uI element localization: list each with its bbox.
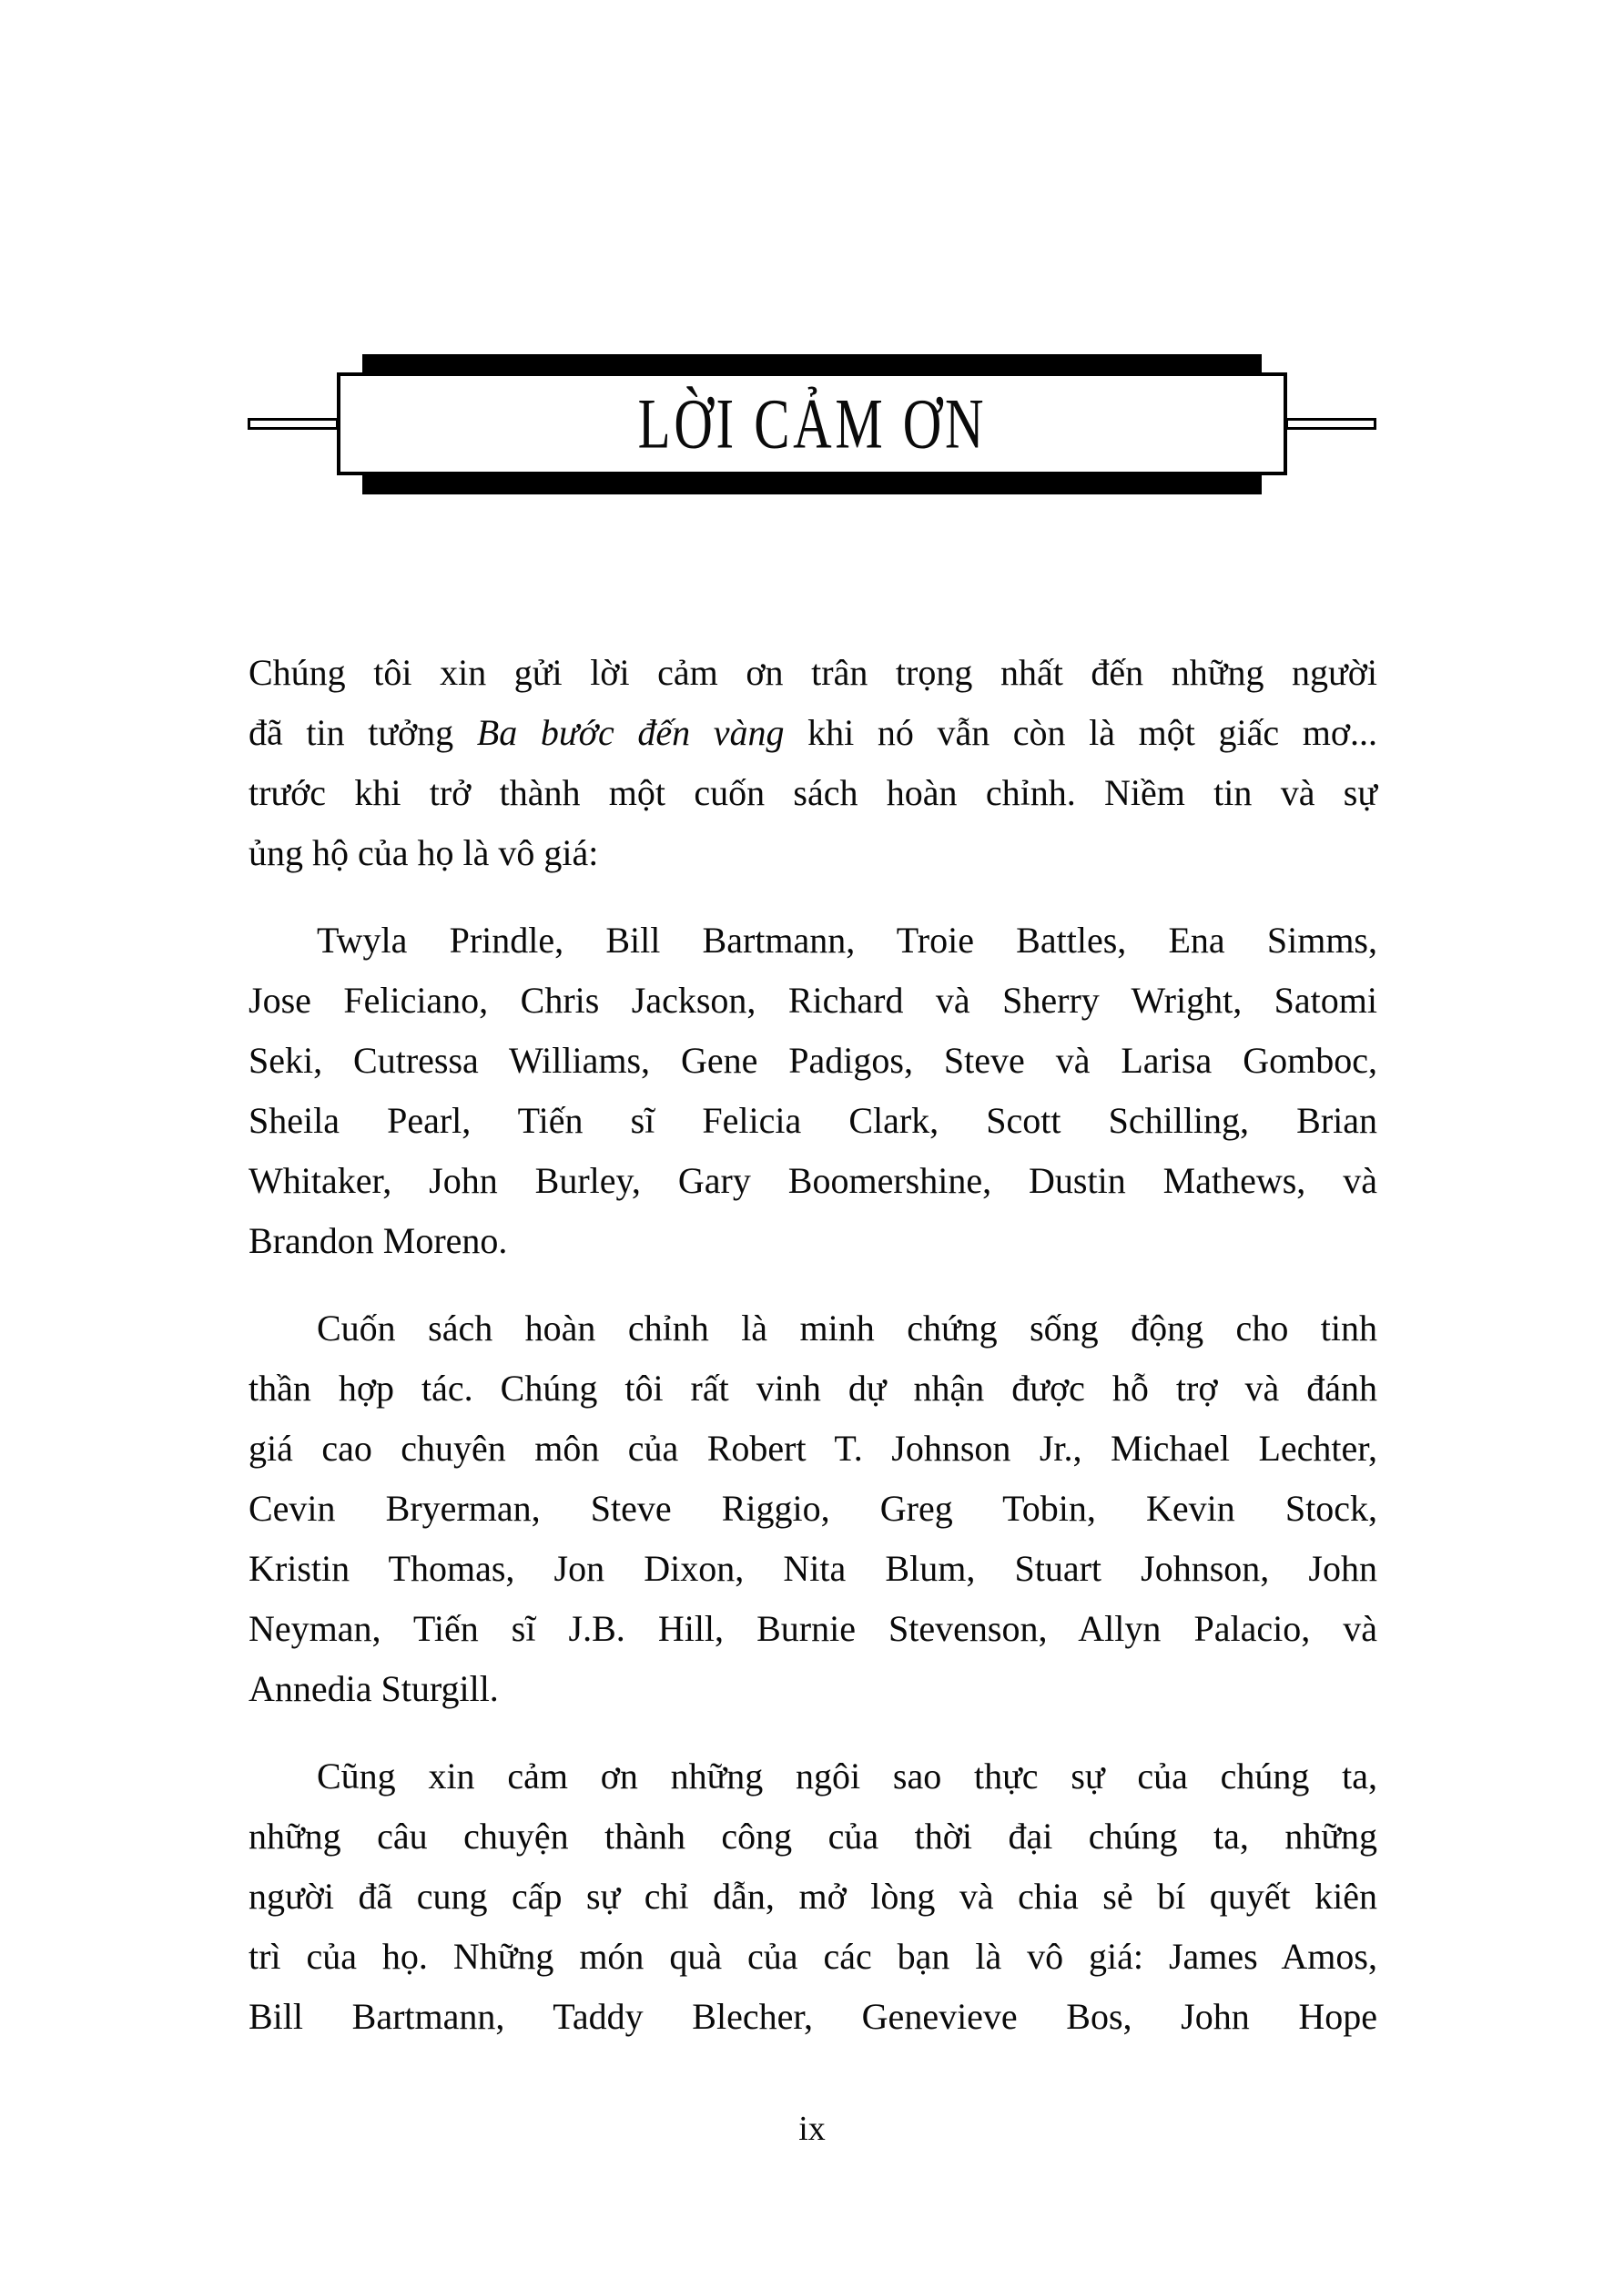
text-segment: Chúng tôi xin gửi lời cảm ơn trân trọng nhất đến những người — [249, 652, 1377, 693]
body-text — [249, 643, 1377, 2074]
text-line — [249, 1659, 1377, 1719]
text-segment: Cuốn sách hoàn chỉnh là minh chứng sống động cho tinh — [317, 1308, 1377, 1349]
text-line — [249, 1927, 1377, 1987]
text-line — [249, 823, 1377, 883]
text-segment: những câu chuyện thành công của thời đại chúng ta, những — [249, 1816, 1377, 1857]
text-segment: Kristin Thomas, Jon Dixon, Nita Blum, Stuart Johnson, John — [249, 1548, 1377, 1589]
text-line — [249, 1746, 1377, 1807]
text-segment: ủng hộ của họ là vô giá: — [249, 832, 599, 873]
ornament-rule-left — [248, 418, 339, 430]
text-segment: Twyla Prindle, Bill Bartmann, Troie Battles, Ena Simms, — [317, 920, 1377, 961]
text-line — [249, 1211, 1377, 1271]
text-line — [249, 1539, 1377, 1599]
text-line — [249, 763, 1377, 823]
text-line — [249, 1031, 1377, 1091]
text-line — [249, 1807, 1377, 1867]
text-line — [249, 1479, 1377, 1539]
paragraph — [249, 1746, 1377, 2047]
text-line — [249, 643, 1377, 703]
text-line — [249, 703, 1377, 763]
text-line — [249, 1599, 1377, 1659]
text-segment: Cevin Bryerman, Steve Riggio, Greg Tobin, Kevin Stock, — [249, 1488, 1377, 1529]
text-segment: người đã cung cấp sự chỉ dẫn, mở lòng và chia sẻ bí quyết kiên — [249, 1876, 1377, 1917]
text-segment: Bill Bartmann, Taddy Blecher, Genevieve Bos, John Hope — [249, 1996, 1377, 2037]
text-line — [249, 1298, 1377, 1359]
text-segment: Neyman, Tiến sĩ J.B. Hill, Burnie Stevenson, Allyn Palacio, và — [249, 1608, 1377, 1649]
text-segment: Sheila Pearl, Tiến sĩ Felicia Clark, Scott Schilling, Brian — [249, 1100, 1377, 1141]
text-segment: Jose Feliciano, Chris Jackson, Richard và Sherry Wright, Satomi — [249, 980, 1377, 1021]
text-line — [249, 1151, 1377, 1211]
text-segment: thần hợp tác. Chúng tôi rất vinh dự nhận được hỗ trợ và đánh — [249, 1368, 1377, 1409]
text-segment: Cũng xin cảm ơn những ngôi sao thực sự của chúng ta, — [317, 1756, 1377, 1797]
text-line — [249, 911, 1377, 971]
title-box — [337, 372, 1287, 475]
chapter-title: LỜI CẢM ƠN — [637, 383, 987, 463]
text-segment: Whitaker, John Burley, Gary Boomershine, Dustin Mathews, và — [249, 1160, 1377, 1201]
text-segment: trước khi trở thành một cuốn sách hoàn chỉnh. Niềm tin và sự — [249, 772, 1377, 813]
text-segment: đã tin tưởng — [249, 712, 477, 753]
text-line — [249, 971, 1377, 1031]
page-number: ix — [798, 2110, 826, 2148]
text-segment: khi nó vẫn còn là một giấc mơ... — [784, 712, 1377, 753]
text-segment: Annedia Sturgill. — [249, 1668, 499, 1709]
text-segment: giá cao chuyên môn của Robert T. Johnson Jr., Michael Lechter, — [249, 1428, 1377, 1469]
paragraph — [249, 643, 1377, 883]
text-line — [249, 1867, 1377, 1927]
text-line — [249, 1359, 1377, 1419]
ornament-rule-right — [1285, 418, 1376, 430]
text-segment: Seki, Cutressa Williams, Gene Padigos, Steve và Larisa Gomboc, — [249, 1040, 1377, 1081]
book-title-italic: Ba bước đến vàng — [476, 712, 785, 753]
text-line — [249, 1419, 1377, 1479]
text-segment: trì của họ. Những món quà của các bạn là vô giá: James Amos, — [249, 1936, 1377, 1977]
text-line — [249, 1091, 1377, 1151]
text-line — [249, 1987, 1377, 2047]
text-segment: Brandon Moreno. — [249, 1220, 508, 1261]
paragraph — [249, 911, 1377, 1271]
paragraph — [249, 1298, 1377, 1719]
